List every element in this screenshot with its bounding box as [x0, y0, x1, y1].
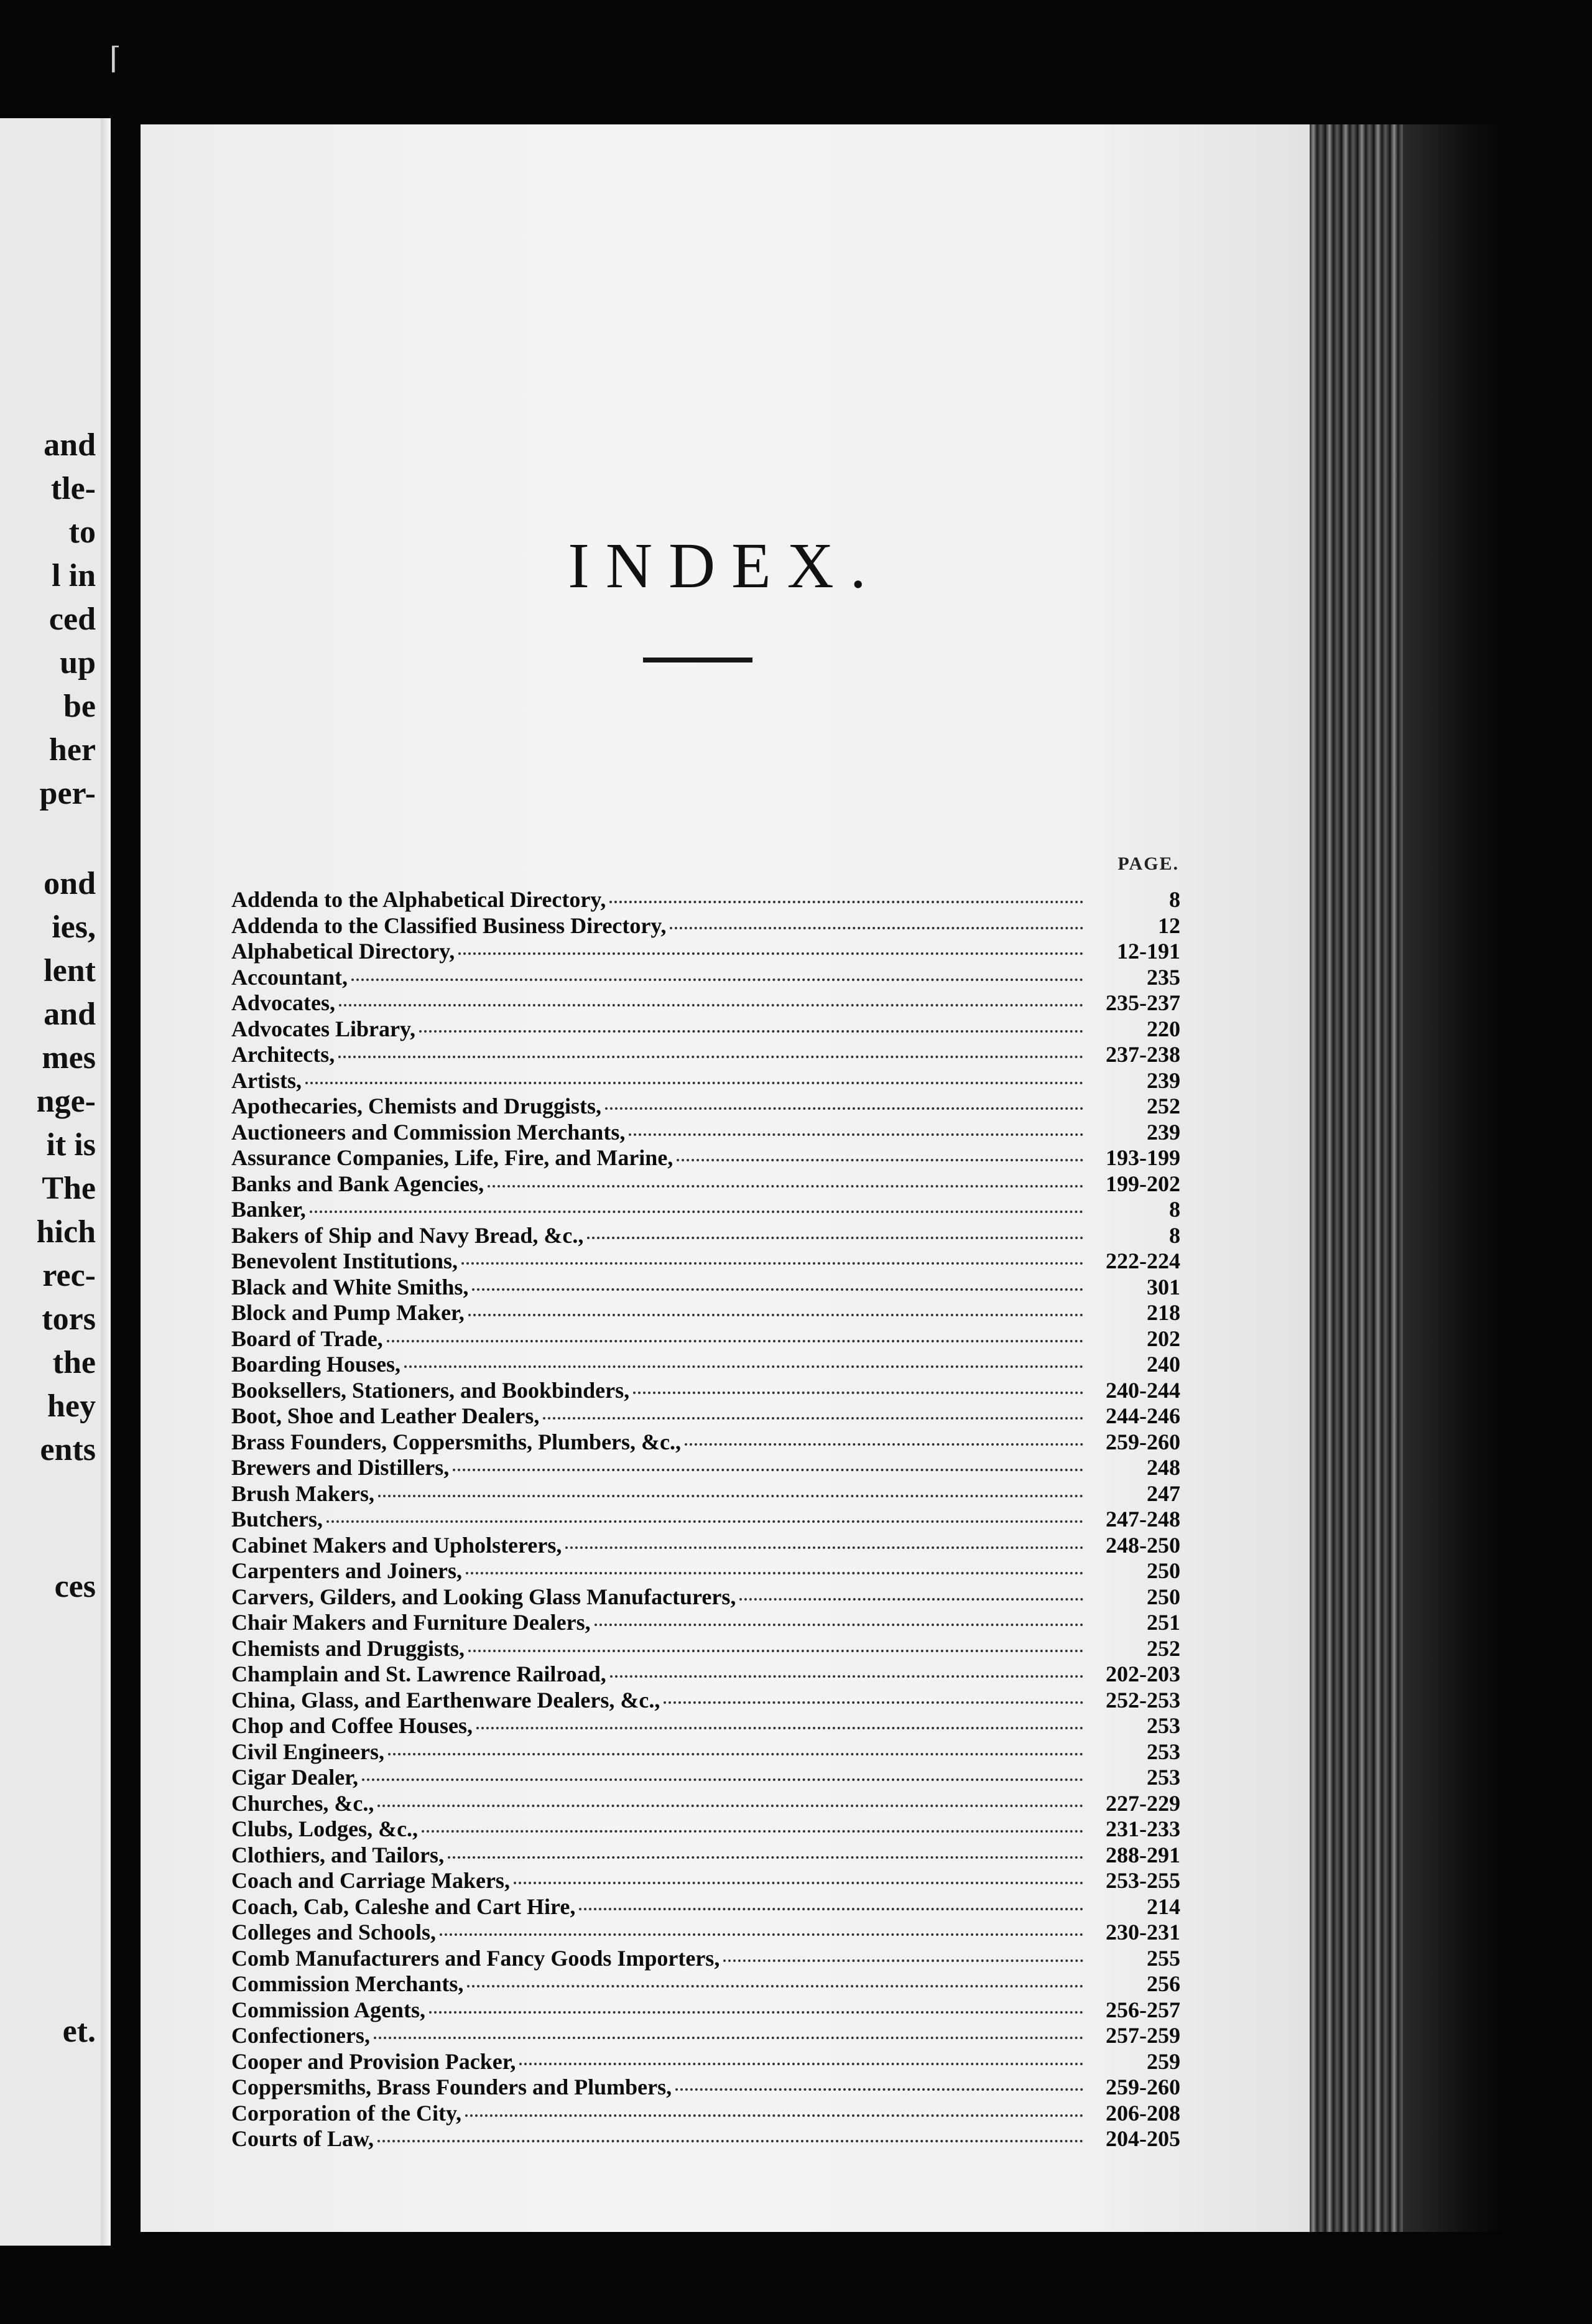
dot-leader [305, 1082, 1083, 1084]
dot-leader [351, 978, 1083, 981]
entry-page-number: 202 [1147, 1326, 1180, 1351]
entry-page-number: 8 [1169, 1197, 1180, 1222]
index-entry [231, 1687, 1180, 1713]
entry-label: Carpenters and Joiners, [231, 1558, 462, 1583]
entry-page-number: 259 [1147, 2048, 1180, 2074]
dot-leader [419, 1030, 1083, 1033]
entry-label: Chop and Coffee Houses, [231, 1713, 473, 1738]
entry-page-number: 251 [1147, 1610, 1180, 1635]
entry-label: Comb Manufacturers and Fancy Goods Importers, [231, 1945, 720, 1971]
index-entry [231, 938, 1180, 964]
dot-leader [739, 1598, 1083, 1601]
index-entry [231, 990, 1180, 1016]
entry-page-number: 235 [1147, 964, 1180, 990]
dot-leader [605, 1107, 1083, 1110]
corner-mark: ⌈ [109, 41, 121, 76]
entry-label: Block and Pump Maker, [231, 1300, 465, 1325]
index-entry [231, 1945, 1180, 1971]
dot-leader [488, 1185, 1083, 1188]
index-entry [231, 1222, 1180, 1248]
entry-page-number: 12-191 [1117, 939, 1180, 964]
entry-page-number: 227-229 [1106, 1790, 1180, 1816]
index-entry [231, 1842, 1180, 1868]
dot-leader [362, 1778, 1083, 1781]
entry-label: Artists, [231, 1067, 302, 1093]
entry-label: Assurance Companies, Life, Fire, and Marine, [231, 1145, 673, 1170]
index-entry [231, 1067, 1180, 1094]
previous-page-strip [0, 118, 111, 2246]
dot-leader [404, 1365, 1083, 1368]
entry-page-number: 237-238 [1106, 1042, 1180, 1067]
dot-leader [440, 1933, 1083, 1936]
index-entry [231, 2126, 1180, 2152]
index-entry [231, 1635, 1180, 1662]
entry-label: Boarding Houses, [231, 1352, 401, 1377]
entry-label: Chemists and Druggists, [231, 1635, 465, 1661]
entry-label: Advocates, [231, 990, 335, 1015]
index-entry [231, 1299, 1180, 1326]
entry-label: Churches, &c., [231, 1790, 374, 1816]
dot-leader [387, 1340, 1083, 1342]
dot-leader [633, 1392, 1083, 1394]
entry-page-number: 235-237 [1106, 990, 1180, 1015]
index-entry [231, 1093, 1180, 1119]
entry-label: Commission Merchants, [231, 1971, 464, 1996]
index-entry [231, 1248, 1180, 1274]
entry-page-number: 252-253 [1106, 1687, 1180, 1713]
entry-label: Coach, Cab, Caleshe and Cart Hire, [231, 1894, 576, 1919]
dot-leader [388, 1753, 1083, 1755]
entry-page-number: 248 [1147, 1455, 1180, 1480]
previous-page-fragment: hey [47, 1388, 96, 1424]
index-entry [231, 1971, 1180, 1997]
index-entry [231, 1274, 1180, 1300]
index-entry [231, 1454, 1180, 1480]
entry-page-number: 240-244 [1106, 1377, 1180, 1403]
entry-label: Board of Trade, [231, 1326, 383, 1351]
entry-page-number: 253-255 [1106, 1868, 1180, 1893]
page-fold [101, 118, 111, 2246]
entry-page-number: 231-233 [1106, 1816, 1180, 1841]
dot-leader [472, 1288, 1083, 1291]
page-column-header: PAGE. [1118, 853, 1179, 874]
entry-label: Confectioners, [231, 2023, 370, 2048]
entry-page-number: 247 [1147, 1480, 1180, 1506]
index-entry [231, 1480, 1180, 1507]
index-entry [231, 1713, 1180, 1739]
entry-page-number: 240 [1147, 1352, 1180, 1377]
previous-page-fragment: be [63, 689, 96, 724]
entry-page-number: 247-248 [1106, 1507, 1180, 1532]
entry-label: Cabinet Makers and Upholsterers, [231, 1532, 562, 1558]
entry-page-number: 222-224 [1106, 1248, 1180, 1273]
entry-page-number: 259-260 [1106, 1429, 1180, 1454]
entry-label: Coach and Carriage Makers, [231, 1868, 510, 1893]
entry-label: Carvers, Gilders, and Looking Glass Manufacturers, [231, 1584, 736, 1609]
index-entry [231, 1790, 1180, 1816]
dot-leader [677, 1159, 1083, 1161]
previous-page-fragment: mes [42, 1040, 96, 1076]
dot-leader [595, 1624, 1083, 1626]
previous-page-fragment: and [44, 427, 96, 463]
index-entry [231, 1041, 1180, 1067]
entry-page-number: 218 [1147, 1300, 1180, 1325]
index-entry [231, 2048, 1180, 2075]
index-entry [231, 1351, 1180, 1377]
previous-page-fragment: and [44, 997, 96, 1032]
index-entry [231, 1816, 1180, 1842]
index-entry [231, 1506, 1180, 1532]
dot-leader [453, 1469, 1083, 1471]
index-entry [231, 1532, 1180, 1558]
index-entry [231, 2074, 1180, 2100]
index-entry [231, 1429, 1180, 1455]
entry-page-number: 239 [1147, 1067, 1180, 1093]
previous-page-fragment: ond [44, 866, 96, 901]
entry-page-number: 288-291 [1106, 1842, 1180, 1867]
entry-page-number: 252 [1147, 1635, 1180, 1661]
dot-leader [377, 2140, 1083, 2142]
entry-label: Champlain and St. Lawrence Railroad, [231, 1662, 606, 1686]
entry-page-number: 253 [1147, 1713, 1180, 1738]
index-entry [231, 1609, 1180, 1635]
entry-label: Bakers of Ship and Navy Bread, &c., [231, 1222, 584, 1248]
entry-page-number: 12 [1158, 913, 1180, 938]
entry-page-number: 255 [1147, 1945, 1180, 1971]
dot-leader [579, 1908, 1083, 1910]
previous-page-fragment: it is [46, 1127, 96, 1163]
dot-leader [587, 1237, 1083, 1239]
entry-page-number: 206-208 [1106, 2100, 1180, 2126]
index-entry [231, 1919, 1180, 1945]
dot-leader [466, 1572, 1083, 1574]
entry-label: Brewers and Distillers, [231, 1455, 450, 1480]
entry-page-number: 252 [1147, 1094, 1180, 1118]
entry-label: Addenda to the Alphabetical Directory, [231, 887, 606, 912]
entry-page-number: 301 [1147, 1274, 1180, 1299]
entry-page-number: 199-202 [1106, 1171, 1180, 1196]
entry-label: Apothecaries, Chemists and Druggists, [231, 1094, 602, 1118]
entry-page-number: 259-260 [1106, 2075, 1180, 2099]
previous-page-fragment: the [52, 1345, 96, 1380]
index-entry [231, 1867, 1180, 1894]
entry-label: Boot, Shoe and Leather Dealers, [231, 1403, 540, 1428]
dot-leader [629, 1133, 1083, 1136]
entry-page-number: 244-246 [1106, 1403, 1180, 1428]
previous-page-fragment: up [60, 645, 96, 681]
entry-label: Civil Engineers, [231, 1739, 385, 1764]
entry-page-number: 202-203 [1106, 1662, 1180, 1686]
previous-page-fragment: l in [52, 558, 96, 593]
index-entry [231, 1894, 1180, 1920]
dot-leader [378, 1495, 1083, 1497]
entry-label: Black and White Smiths, [231, 1274, 469, 1299]
index-entry [231, 1119, 1180, 1145]
dot-leader [467, 1985, 1083, 1987]
index-entry [231, 1145, 1180, 1171]
previous-page-fragment: et. [62, 2014, 96, 2049]
entry-label: Commission Agents, [231, 1997, 426, 2022]
dot-leader [610, 1675, 1083, 1678]
previous-page-fragment: ced [49, 602, 96, 637]
index-entry [231, 1584, 1180, 1610]
entry-page-number: 239 [1147, 1119, 1180, 1145]
entry-label: Banks and Bank Agencies, [231, 1171, 484, 1196]
dot-leader [565, 1546, 1083, 1549]
dot-leader [664, 1701, 1083, 1704]
entry-label: Colleges and Schools, [231, 1920, 437, 1945]
entry-label: Butchers, [231, 1507, 323, 1532]
dot-leader [468, 1650, 1083, 1652]
page-title: INDEX. [568, 530, 882, 602]
previous-page-fragment: hich [36, 1214, 96, 1250]
entry-label: Clubs, Lodges, &c., [231, 1816, 419, 1841]
dot-leader [377, 1805, 1083, 1807]
index-entry [231, 1403, 1180, 1429]
previous-page-fragment: The [42, 1171, 96, 1206]
entry-label: Brush Makers, [231, 1480, 375, 1506]
entry-page-number: 8 [1169, 887, 1180, 912]
dot-leader [374, 2037, 1083, 2039]
dot-leader [429, 2011, 1083, 2014]
entry-label: Accountant, [231, 964, 348, 990]
entry-label: Cigar Dealer, [231, 1765, 358, 1790]
entry-label: Architects, [231, 1042, 335, 1067]
entry-page-number: 253 [1147, 1739, 1180, 1764]
entry-label: China, Glass, and Earthenware Dealers, &c., [231, 1687, 660, 1713]
entry-page-number: 248-250 [1106, 1532, 1180, 1558]
previous-page-fragment: ces [54, 1569, 96, 1604]
entry-label: Courts of Law, [231, 2126, 374, 2151]
dot-leader [468, 1314, 1083, 1316]
index-entry [231, 1997, 1180, 2023]
index-entry [231, 2100, 1180, 2126]
entry-page-number: 214 [1147, 1894, 1180, 1919]
index-entry [231, 1764, 1180, 1790]
dot-leader [461, 1262, 1083, 1265]
entry-label: Booksellers, Stationers, and Bookbinders, [231, 1377, 630, 1403]
entry-page-number: 220 [1147, 1016, 1180, 1041]
dot-leader [448, 1856, 1083, 1859]
dot-leader [310, 1211, 1083, 1213]
dot-leader [670, 927, 1083, 929]
entry-page-number: 257-259 [1106, 2023, 1180, 2048]
dot-leader [465, 2114, 1083, 2117]
entry-label: Coppersmiths, Brass Founders and Plumbers, [231, 2075, 672, 2099]
entry-page-number: 193-199 [1106, 1145, 1180, 1170]
dot-leader [326, 1520, 1083, 1523]
index-entry [231, 1558, 1180, 1584]
dot-leader [339, 1004, 1083, 1006]
previous-page-fragment: lent [44, 953, 96, 988]
entry-label: Benevolent Institutions, [231, 1248, 458, 1273]
previous-page-fragment: per- [39, 776, 96, 811]
index-entry [231, 886, 1180, 913]
book-page-edges [1310, 124, 1403, 2232]
entry-label: Alphabetical Directory, [231, 939, 455, 964]
dot-leader [519, 2063, 1083, 2065]
index-entry [231, 2022, 1180, 2048]
dot-leader [338, 1056, 1083, 1058]
index-entry [231, 913, 1180, 939]
entry-page-number: 253 [1147, 1765, 1180, 1790]
index-entry [231, 1171, 1180, 1197]
dot-leader [514, 1882, 1083, 1884]
dot-leader [675, 2088, 1083, 2091]
entry-label: Corporation of the City, [231, 2100, 461, 2126]
entry-page-number: 256 [1147, 1971, 1180, 1996]
index-entry [231, 1016, 1180, 1042]
entry-page-number: 8 [1169, 1222, 1180, 1248]
index-page [141, 124, 1310, 2232]
dot-leader [723, 1959, 1083, 1962]
previous-page-fragment: rec- [42, 1258, 96, 1293]
entry-label: Addenda to the Classified Business Directory, [231, 913, 667, 938]
dot-leader [476, 1727, 1083, 1729]
previous-page-fragment: ents [40, 1432, 96, 1467]
dot-leader [685, 1443, 1083, 1446]
entry-label: Chair Makers and Furniture Dealers, [231, 1610, 591, 1635]
previous-page-fragment: to [68, 514, 96, 550]
index-entry [231, 1739, 1180, 1765]
entry-label: Auctioneers and Commission Merchants, [231, 1119, 626, 1145]
index-entries [231, 886, 1180, 2152]
entry-page-number: 230-231 [1106, 1920, 1180, 1945]
previous-page-fragment: her [49, 732, 96, 768]
title-rule [643, 658, 752, 662]
index-entry [231, 964, 1180, 990]
index-entry [231, 1661, 1180, 1687]
dot-leader [422, 1830, 1083, 1833]
entry-page-number: 250 [1147, 1558, 1180, 1583]
entry-label: Clothiers, and Tailors, [231, 1842, 445, 1867]
index-entry [231, 1377, 1180, 1403]
entry-label: Banker, [231, 1197, 306, 1222]
dot-leader [458, 952, 1083, 955]
entry-label: Cooper and Provision Packer, [231, 2048, 516, 2074]
previous-page-fragment: ies, [52, 909, 96, 945]
dot-leader [543, 1417, 1083, 1420]
entry-page-number: 256-257 [1106, 1997, 1180, 2022]
entry-label: Brass Founders, Coppersmiths, Plumbers, &c., [231, 1429, 682, 1454]
index-entry [231, 1326, 1180, 1352]
previous-page-fragment: tors [42, 1301, 96, 1337]
index-entry [231, 1196, 1180, 1222]
previous-page-fragment: nge- [36, 1084, 96, 1119]
entry-page-number: 204-205 [1106, 2126, 1180, 2151]
entry-label: Advocates Library, [231, 1016, 415, 1041]
dot-leader [609, 901, 1083, 903]
book-edge-shadow [1403, 124, 1502, 2232]
previous-page-fragment: tle- [50, 471, 96, 506]
entry-page-number: 250 [1147, 1584, 1180, 1609]
